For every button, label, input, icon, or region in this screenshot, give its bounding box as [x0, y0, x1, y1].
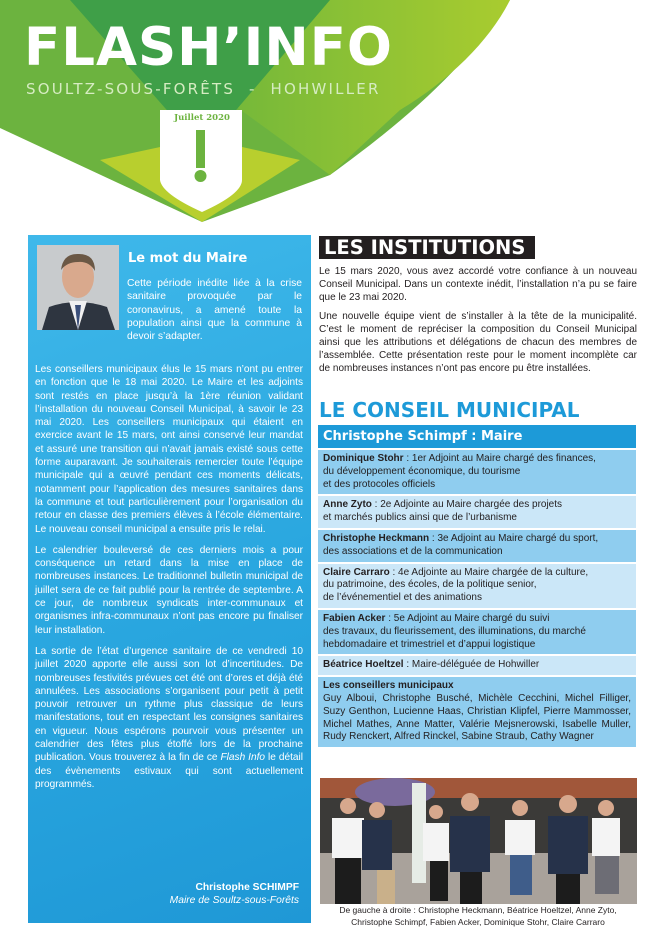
caption-line: Christophe Schimpf, Fabien Acker, Dominique Stohr, Claire Carraro	[351, 916, 605, 927]
mayor-paragraph: Le calendrier bouleversé de ces derniers mois a pour conséquence un retard dans la mise en place de nombreuses instances. Le traditionnel bulletin municipal de juillet sera de ce fait publié pour la rentrée de septembre. A ce jour, de nombreux syndicats inter-communaux et organismes infra-communaux n’ont pas encore pu finaliser leur installation.	[35, 544, 303, 636]
signature-name: Christophe SCHIMPF	[195, 882, 299, 893]
councillors-row	[318, 677, 636, 747]
member-row	[318, 450, 636, 496]
member-role: Adjointe au Maire chargée de la culture,	[409, 566, 589, 578]
mayor-body	[35, 363, 303, 799]
member-name: Claire Carraro	[323, 566, 390, 578]
mayor-paragraph: Les conseillers municipaux élus le 15 mars n’ont pu entrer en fonction que le 18 mai 2020. Le Maire et les adjoints sont restés en place jusqu’à la 1ère réunion validant l’installation du nouveau Conseil Municipal, à savoir le 23 mai 2020. Les conseillers municipaux qui étaient en exercice avant le 15 mars, ont ainsi conservé leur mandat et assuré une transition qui n’avait jamais existé sous cette forme auparavant. Je souhaiterais remercier toute l’équipe municipale qui a œuvré pendant ces moments délicats, notamment pour l’application des mesures sanitaires dans la commune et tout particulièrement pour l’organisation du retour en classe des premiers élèves à l’école élémentaire. Le nouveau conseil municipal a ensuite pris le relai.	[35, 364, 303, 535]
member-role: : Maire-déléguée de Hohwiller	[403, 659, 540, 671]
separator: :	[385, 612, 394, 624]
council-table	[318, 425, 636, 747]
member-row	[318, 496, 636, 530]
member-rank: 4e	[398, 566, 410, 578]
councillors-heading: Les conseillers municipaux	[323, 680, 454, 692]
mayor-heading: Le mot du Maire	[128, 251, 248, 266]
separator: :	[429, 532, 438, 544]
institutions-paragraph: Une nouvelle équipe vient de s’installer à la tête de la municipalité. C’est le moment de repréciser la composition du Conseil Municipal ainsi que les attributions et délégations de chacun des membres de l’assemblée. Cette présentation reste pour le moment incomplète car de nombreuses instances n’ont pas encore pu être installées.	[319, 311, 637, 374]
photo-caption	[318, 905, 638, 928]
mayor-intro-text: Cette période inédite liée à la crise sanitaire provoquée par le coronavirus, a amené toute la population ainsi que la commune à devoir s’adapter.	[127, 278, 302, 343]
member-rank: 1er	[411, 453, 427, 464]
member-role-line: et des protocoles officiels	[323, 478, 436, 490]
member-name: Béatrice Hoeltzel	[323, 659, 404, 671]
institutions-title: LES INSTITUTIONS	[319, 236, 535, 259]
member-rank: 3e	[437, 532, 449, 544]
signature-role: Maire de Soultz-sous-Forêts	[169, 895, 299, 906]
mayor-signature	[170, 881, 299, 907]
councillors-list: Guy Alboui, Christophe Busché, Michèle Cecchini, Michel Filliger, Suzy Genthon, Lucienne Haas, Christian Klipfel, Pierre Mammosser, Michel Mathes, Anne Matter, Valérie Mejsnerowski, Isabelle Muller, Rudy Renckert, Alfred Rinckel, Sabine Straub, Cathy Wagner	[323, 692, 631, 743]
council-group-photo	[320, 778, 637, 904]
separator: :	[403, 453, 412, 464]
exclamation-icon	[196, 130, 205, 168]
member-role-line: du développement économique, du tourisme	[323, 465, 521, 477]
council-title: LE CONSEIL MUNICIPAL	[319, 398, 580, 422]
member-row	[318, 530, 636, 564]
member-row	[318, 564, 636, 610]
member-role: Adjoint au Maire chargé du sport,	[448, 532, 599, 544]
separator: :	[389, 566, 399, 578]
publication-name: Flash Info	[220, 752, 266, 764]
paragraph-text: La sortie de l’état d’urgence sanitaire de ce vendredi 10 juillet 2020 apporte elle aussi son lot d’incertitudes. De nombreuses festivités prévues cet été ont d’ores et déjà été annulées. Les associations s’organisent pour petit à petit pouvoir retrouver un rythme plus classique de leurs manifestations, tout en respectant les consignes sanitaires en vigueur. Nous espérons pourvoir vous présenter un calendrier des fêtes plus étoffé lors de la prochaine publication. Vous trouverez à la fin de ce	[35, 645, 303, 764]
member-role: Adjointe au Maire chargée des projets	[391, 499, 563, 511]
exclamation-dot-icon	[195, 170, 207, 182]
newsletter-subtitle: SOULTZ-SOUS-FORÊTS - HOHWILLER	[26, 80, 381, 98]
member-role-line: du patrimoine, des écoles, de la politique senior,	[323, 579, 537, 591]
member-role-line: des travaux, du fleurissement, des illuminations, du marché	[323, 625, 586, 637]
member-role-line: et marchés publics ainsi que de l’urbanisme	[323, 512, 517, 524]
mayor-row: Christophe Schimpf : Maire	[318, 425, 636, 450]
member-name: Anne Zyto	[323, 499, 372, 511]
institutions-text	[319, 266, 637, 382]
member-name: Dominique Stohr	[323, 453, 404, 464]
member-role-line: hebdomadaire et trimestriel et d’appui logistique	[323, 638, 536, 650]
member-rank: 2e	[380, 499, 392, 511]
mayor-portrait	[37, 245, 119, 330]
member-role-line: de l’événementiel et des animations	[323, 592, 482, 604]
member-name: Fabien Acker	[323, 612, 386, 624]
issue-date: Juillet 2020	[174, 113, 230, 123]
member-role-line: des associations et de la communication	[323, 545, 503, 557]
member-role: Adjoint au Maire chargé des finances,	[426, 453, 596, 464]
newsletter-title: FLASH’INFO	[24, 17, 393, 78]
member-name: Christophe Heckmann	[323, 532, 430, 544]
member-row	[318, 610, 636, 656]
caption-line: De gauche à droite : Christophe Heckmann, Béatrice Hoeltzel, Anne Zyto,	[339, 905, 617, 915]
delegate-row	[318, 656, 636, 677]
mayor-word-box	[28, 235, 311, 923]
member-rank: 5e	[393, 612, 405, 624]
member-role: Adjoint au Maire chargé du suivi	[404, 612, 550, 624]
separator: :	[371, 499, 381, 511]
paragraph-text: le détail des évènements estivaux qui sont actuellement programmés.	[35, 752, 303, 790]
mayor-paragraph	[35, 645, 303, 791]
institutions-paragraph: Le 15 mars 2020, vous avez accordé votre confiance à un nouveau Conseil Municipal. Dans un contexte inédit, l’installation n’a pu se faire que le 23 mai 2020.	[319, 266, 637, 303]
